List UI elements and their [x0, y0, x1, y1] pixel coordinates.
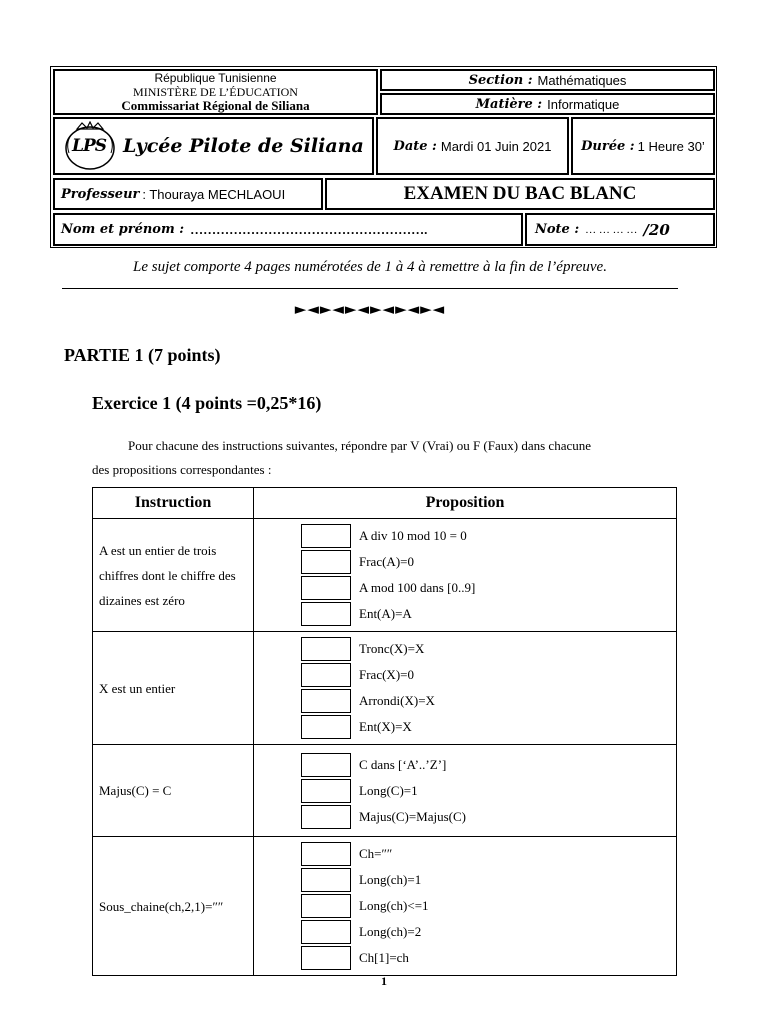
proposition-row	[254, 919, 676, 945]
nom-cell	[53, 213, 523, 246]
proposition-row	[254, 688, 676, 714]
proposition-text: Ent(A)=A	[359, 606, 412, 621]
answer-box[interactable]	[301, 842, 351, 866]
intro-rule	[62, 288, 678, 289]
proposition-cell	[254, 837, 677, 976]
answer-box[interactable]	[301, 689, 351, 713]
consigne-line-1: Pour chacune des instructions suivantes, répondre par V (Vrai) ou F (Faux) dans chacune	[128, 438, 592, 453]
note-total: /20	[643, 220, 670, 239]
commissariat-text: Commissariat Régional de Siliana	[121, 98, 310, 113]
section-value: Mathématiques	[537, 72, 627, 88]
logo-letters: LPS	[72, 136, 107, 156]
duree-cell	[571, 117, 715, 175]
exercise-table	[92, 487, 677, 976]
matiere-label: Matière :	[475, 96, 543, 112]
exam-title-cell	[325, 178, 715, 210]
note-label: Note :	[535, 222, 580, 237]
instruction-cell: X est un entier	[93, 632, 254, 745]
proposition-text: Ch=″″	[359, 846, 393, 861]
table-header-row	[93, 488, 677, 519]
col-proposition: Proposition	[254, 488, 677, 519]
duree-value: 1 Heure 30’	[637, 138, 705, 154]
proposition-cell	[254, 745, 677, 837]
nom-label: Nom et prénom :	[61, 222, 185, 237]
proposition-text: Ent(X)=X	[359, 719, 412, 734]
proposition-text: Frac(X)=0	[359, 667, 414, 682]
republic-text: République Tunisienne	[154, 71, 277, 85]
proposition-row	[254, 662, 676, 688]
proposition-text: Arrondi(X)=X	[359, 693, 435, 708]
instruction-cell: Sous_chaine(ch,2,1)=″″	[93, 837, 254, 976]
proposition-text: Long(ch)=1	[359, 872, 422, 887]
note-cell	[525, 213, 715, 246]
proposition-text: C dans [‘A’..’Z’]	[359, 756, 447, 772]
proposition-row	[254, 893, 676, 919]
proposition-row	[254, 867, 676, 893]
school-logo	[63, 121, 117, 171]
exercice-title: Exercice 1 (4 points =0,25*16)	[92, 393, 322, 413]
answer-box[interactable]	[301, 868, 351, 892]
answer-box[interactable]	[301, 920, 351, 944]
proposition-text: Tronc(X)=X	[359, 641, 425, 656]
proposition-row	[254, 601, 676, 627]
proposition-text: Long(C)=1	[359, 782, 418, 798]
answer-box[interactable]	[301, 753, 351, 777]
consigne-line-2: des propositions correspondantes :	[92, 462, 272, 477]
answer-box[interactable]	[301, 524, 351, 548]
proposition-row	[254, 804, 676, 830]
answer-box[interactable]	[301, 715, 351, 739]
duree-label: Durée :	[581, 138, 635, 154]
proposition-text: A div 10 mod 10 = 0	[359, 528, 467, 543]
exam-title: EXAMEN DU BAC BLANC	[403, 183, 637, 204]
section-label: Section :	[468, 72, 533, 88]
answer-box[interactable]	[301, 550, 351, 574]
ministry-cell	[53, 69, 378, 115]
intro-text: Le sujet comporte 4 pages numérotées de 1 à 4 à remettre à la fin de l’épreuve.	[133, 259, 607, 275]
prof-value: : Thouraya MECHLAOUI	[142, 186, 286, 202]
note-dots: … … … …	[585, 223, 638, 236]
proposition-row	[254, 752, 676, 778]
proposition-row	[254, 523, 676, 549]
prof-label: Professeur	[61, 186, 140, 202]
answer-box[interactable]	[301, 946, 351, 970]
instruction-cell: Majus(C) = C	[93, 745, 254, 837]
answer-box[interactable]	[301, 637, 351, 661]
proposition-text: Majus(C)=Majus(C)	[359, 808, 466, 824]
proposition-text: Long(ch)<=1	[359, 898, 429, 913]
proposition-row	[254, 575, 676, 601]
professeur-cell	[53, 178, 323, 210]
partie-title: PARTIE 1 (7 points)	[64, 345, 221, 365]
date-cell	[376, 117, 569, 175]
proposition-text: Frac(A)=0	[359, 554, 414, 569]
section-cell	[380, 69, 715, 91]
proposition-row	[254, 636, 676, 662]
table-row	[93, 519, 677, 632]
proposition-row	[254, 841, 676, 867]
col-instruction: Instruction	[93, 488, 254, 519]
school-name: Lycée Pilote de Siliana	[123, 135, 364, 157]
page-number: 1	[381, 974, 387, 988]
matiere-cell	[380, 93, 715, 115]
proposition-text: A mod 100 dans [0..9]	[359, 580, 476, 595]
ministry-text: MINISTÈRE DE L’ÉDUCATION	[133, 85, 298, 99]
table-row	[93, 745, 677, 837]
answer-box[interactable]	[301, 663, 351, 687]
answer-box[interactable]	[301, 602, 351, 626]
proposition-row	[254, 778, 676, 804]
proposition-row	[254, 714, 676, 740]
proposition-row	[254, 945, 676, 971]
date-value: Mardi 01 Juin 2021	[440, 138, 552, 154]
answer-box[interactable]	[301, 576, 351, 600]
answer-box[interactable]	[301, 894, 351, 918]
proposition-text: Long(ch)=2	[359, 924, 422, 939]
nom-dots: ……………………………………………….	[190, 221, 428, 237]
proposition-cell	[254, 519, 677, 632]
proposition-row	[254, 549, 676, 575]
matiere-value: Informatique	[547, 96, 620, 112]
instruction-cell: A est un entier de trois chiffres dont le chiffre des dizaines est zéro	[93, 519, 254, 632]
school-cell	[53, 117, 374, 175]
proposition-cell	[254, 632, 677, 745]
proposition-text: Ch[1]=ch	[359, 950, 409, 965]
answer-box[interactable]	[301, 779, 351, 803]
table-row	[93, 632, 677, 745]
separator-arrows: ►◄►◄►◄►◄►◄►◄	[294, 300, 446, 318]
date-label: Date :	[393, 138, 437, 154]
table-row	[93, 837, 677, 976]
answer-box[interactable]	[301, 805, 351, 829]
